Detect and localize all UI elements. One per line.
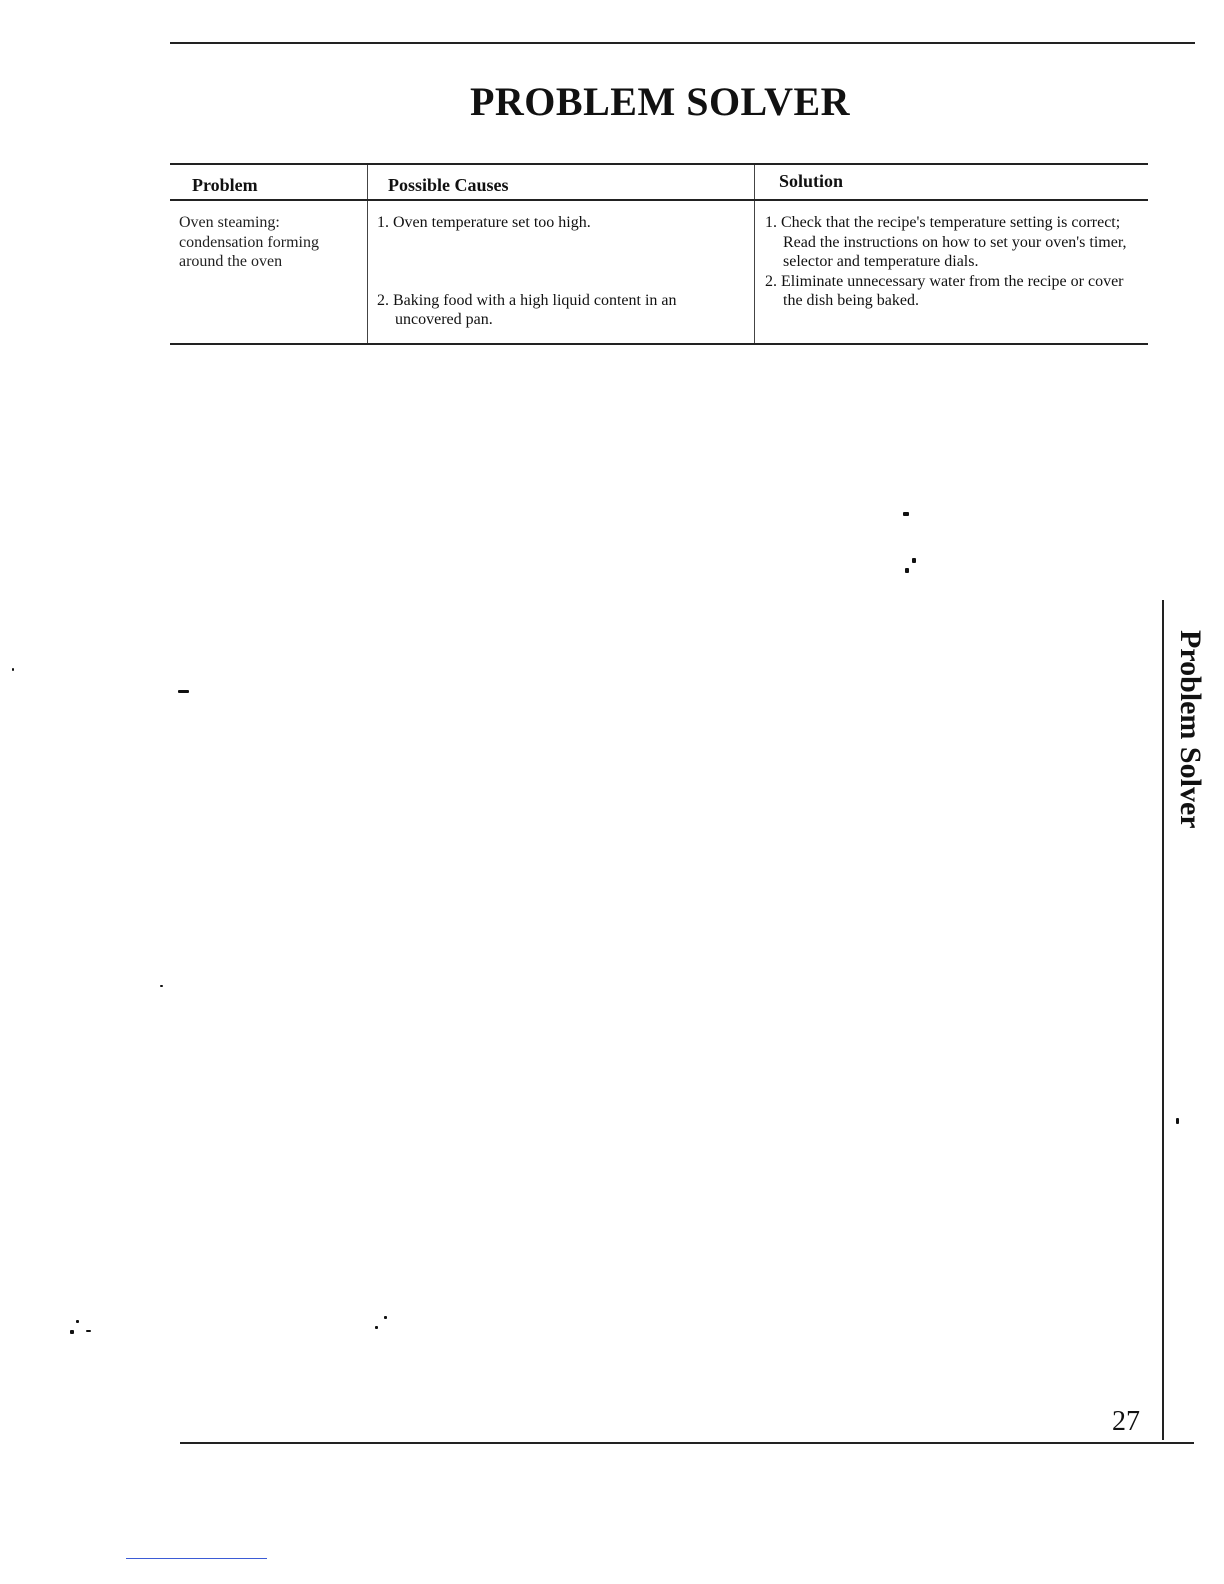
scan-speck	[384, 1316, 387, 1319]
scan-speck	[903, 512, 909, 516]
side-tab-rule	[1162, 600, 1164, 1440]
header-solution: Solution	[754, 165, 1148, 199]
scan-speck	[12, 668, 14, 671]
cause-item-1: 1. Oven temperature set too high.	[377, 214, 591, 231]
scan-speck	[160, 985, 163, 987]
problem-solver-table	[170, 163, 1148, 345]
side-tab	[1170, 630, 1210, 870]
causes-cell	[367, 201, 754, 343]
scan-speck	[86, 1330, 91, 1332]
cause-item-2: 2. Baking food with a high liquid content in an uncovered pan.	[377, 291, 677, 328]
top-rule	[170, 42, 1195, 44]
page-number: 27	[1112, 1406, 1140, 1437]
scan-speck	[70, 1330, 74, 1334]
link-underline	[126, 1558, 267, 1559]
side-tab-label: Problem Solver	[1174, 630, 1207, 829]
table-row	[170, 201, 1148, 343]
table-header-row	[170, 165, 1148, 201]
scan-speck	[178, 690, 189, 693]
solution-item-2: 2. Eliminate unnecessary water from the recipe or cover the dish being baked.	[765, 272, 1124, 309]
header-possible-causes: Possible Causes	[367, 165, 754, 199]
scan-speck	[1176, 1118, 1179, 1124]
solution-cell	[754, 201, 1148, 343]
scan-speck	[905, 568, 909, 573]
problem-text: Oven steaming: condensation forming around the oven	[179, 214, 319, 270]
solution-item-1: 1. Check that the recipe's temperature setting is correct; Read the instructions on how to set your oven's timer, selector and temperature dials.	[765, 214, 1127, 270]
page-title: PROBLEM SOLVER	[469, 79, 851, 124]
scan-speck	[76, 1320, 79, 1323]
bottom-rule	[180, 1442, 1194, 1444]
header-problem: Problem	[192, 175, 258, 195]
scan-speck	[375, 1326, 378, 1329]
scan-speck	[912, 558, 916, 563]
problem-cell	[170, 201, 367, 343]
